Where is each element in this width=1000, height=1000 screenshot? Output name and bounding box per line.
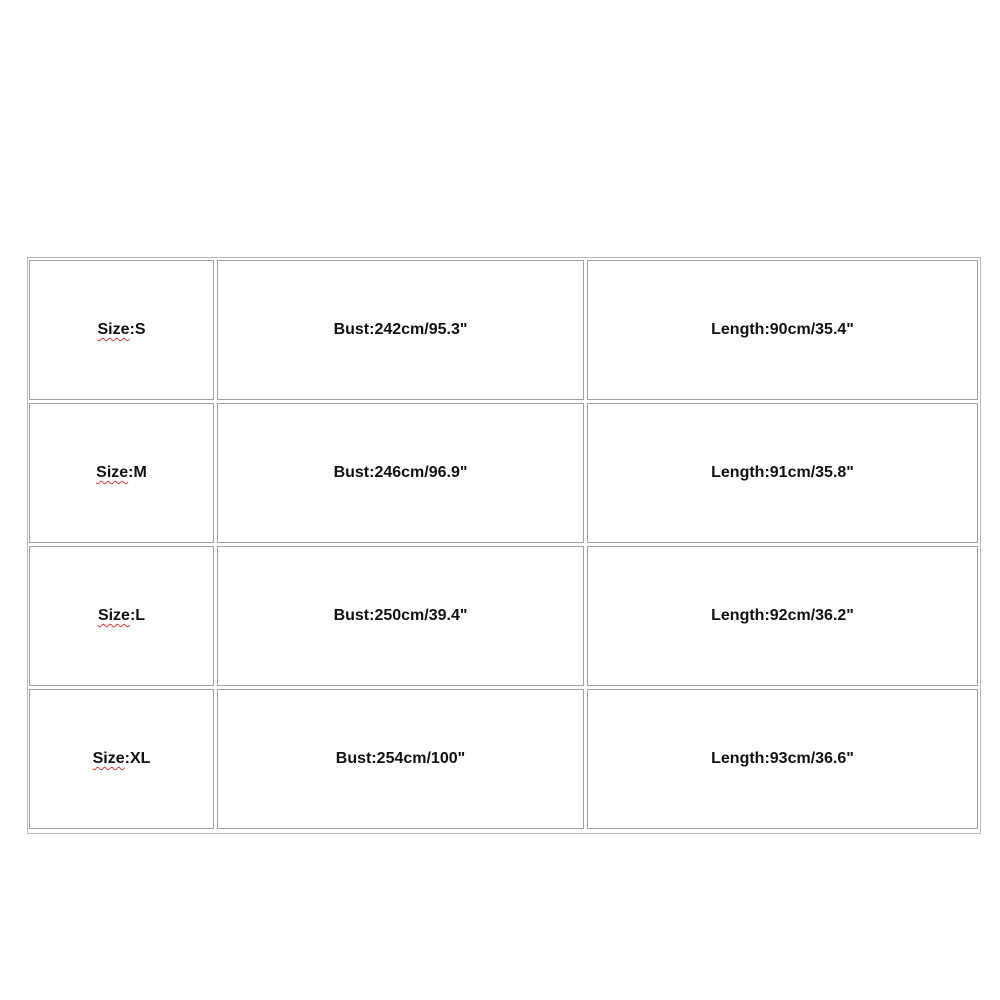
size-cell [29,403,214,543]
bust-cell: Bust:254cm/100" [217,689,584,829]
table-row [29,546,978,686]
size-label-value: :L [129,607,146,624]
size-label-value: :M [128,464,147,481]
bust-cell: Bust:246cm/96.9" [217,403,584,543]
table-row [29,260,978,400]
length-cell: Length:90cm/35.4" [587,260,978,400]
size-label-word: Size [97,321,130,338]
length-cell: Length:92cm/36.2" [587,546,978,686]
size-cell [29,260,214,400]
size-cell [29,689,214,829]
length-cell: Length:91cm/35.8" [587,403,978,543]
table-row [29,403,978,543]
size-label-value: :XL [124,750,151,767]
size-chart-table [26,257,981,832]
bust-cell: Bust:242cm/95.3" [217,260,584,400]
size-label-word: Size [97,607,130,624]
size-label-word: Size [92,750,125,767]
bust-cell: Bust:250cm/39.4" [217,546,584,686]
length-cell: Length:93cm/36.6" [587,689,978,829]
size-label-word: Size [96,464,129,481]
table-row [29,689,978,829]
size-cell [29,546,214,686]
size-label-value: :S [129,321,146,338]
